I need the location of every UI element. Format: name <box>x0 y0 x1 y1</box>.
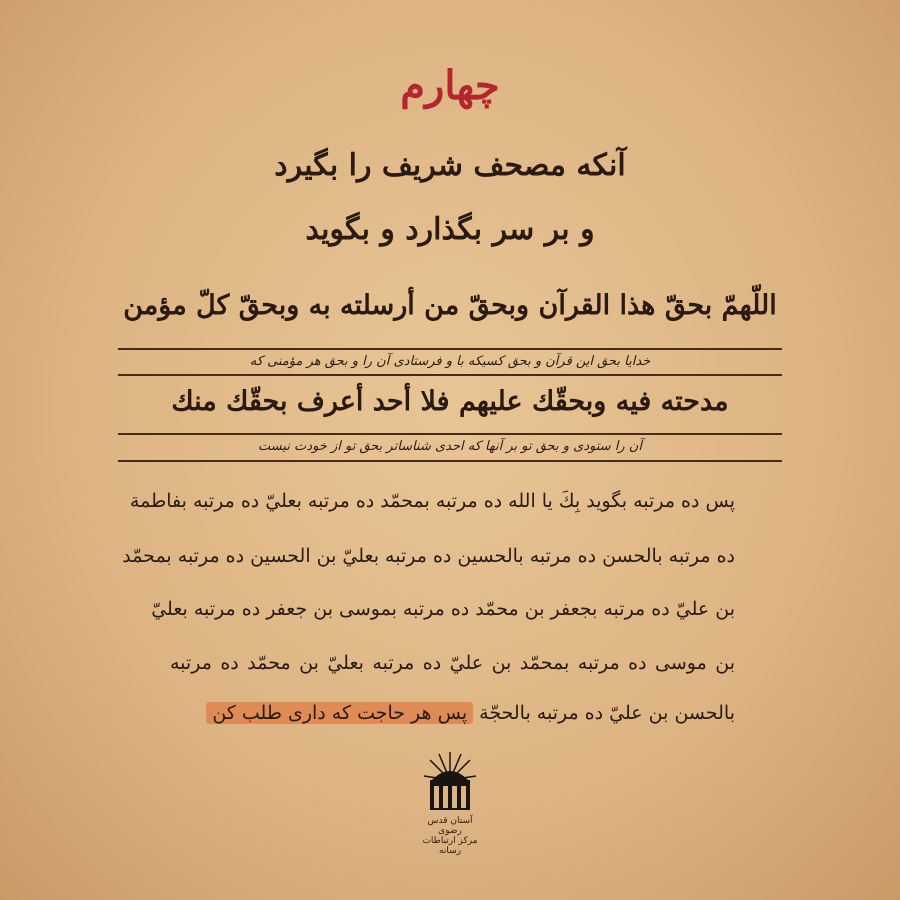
dua-translation-line-2: آن را ستودی و بحق تو بر آنها که احدی شناساتر بحق تو از خودت نیست <box>258 439 642 454</box>
divider <box>118 348 782 350</box>
logo-text-line-2: مرکز ارتباطات رسانه <box>422 836 478 856</box>
divider <box>118 433 782 435</box>
divider <box>118 460 782 462</box>
instruction-line: پس ده مرتبه بگوید بِكَ يا الله ده مرتبه بمحمّد ده مرتبه بعليّ ده مرتبه بفاطمة <box>129 490 735 512</box>
subtitle-line-1: آنکه مصحف شریف را بگیرد <box>274 148 626 183</box>
highlighted-instruction: پس هر حاجت که داری طلب کن <box>206 702 473 724</box>
shrine-dome-icon <box>422 750 478 812</box>
divider <box>118 374 782 376</box>
instruction-text: بالحسن بن عليّ ده مرتبه بالحجّة <box>479 702 735 724</box>
dua-translation-line-1: خدایا بحق این قرآن و بحق کسیکه با و فرستادی آن را و بحق هر مؤمنی که <box>249 354 651 369</box>
section-title: چهارم <box>400 62 500 109</box>
dua-arabic-line-1: اللّهمّ بحقّ هذا القرآن وبحقّ من أرسلته به وبحقّ كلّ مؤمن <box>123 290 777 321</box>
logo-text-line-1: آستان قدس رضوی <box>427 816 473 836</box>
instruction-line: ده مرتبه بالحسن ده مرتبه بالحسين ده مرتبه بعليّ بن الحسين ده مرتبه بمحمّد <box>122 545 735 567</box>
dua-arabic-line-2: مدحته فيه وبحقّك عليهم فلا أحد أعرف بحقّك منك <box>171 386 729 417</box>
instruction-line: بن موسى ده مرتبه بمحمّد بن عليّ ده مرتبه بعليّ بن محمّد ده مرتبه <box>170 652 735 674</box>
instruction-line: بن عليّ ده مرتبه بجعفر بن محمّد ده مرتبه بموسى بن جعفر ده مرتبه بعليّ <box>151 598 735 620</box>
subtitle-line-2: و بر سر بگذارد و بگوید <box>305 212 595 247</box>
instruction-line-last <box>212 702 735 724</box>
astan-quds-logo <box>415 750 485 856</box>
